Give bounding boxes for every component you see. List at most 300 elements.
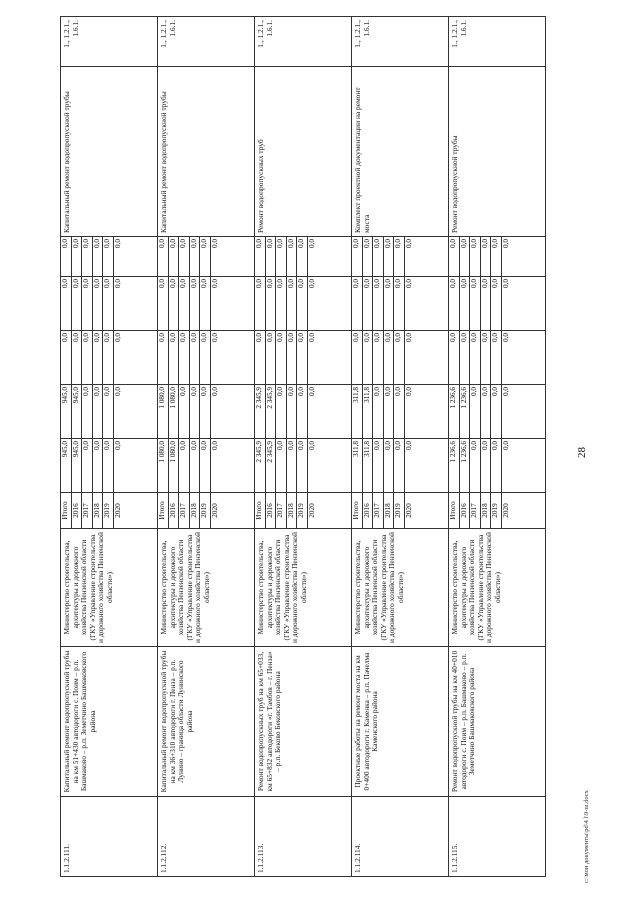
value-row <box>491 277 502 330</box>
value-row <box>168 385 179 438</box>
amount-cell: 0,0 <box>459 277 470 330</box>
amount-cell: 0,0 <box>179 331 190 384</box>
value-row <box>491 385 502 438</box>
amount-cell: 1 080,0 <box>168 385 179 438</box>
amount-cell: 0,0 <box>404 441 413 450</box>
amount-cell: 0,0 <box>480 385 491 438</box>
values-list <box>255 439 317 492</box>
value-row <box>459 331 470 384</box>
amount-cell: 0,0 <box>276 331 287 384</box>
amount-cell: 311,8 <box>362 439 373 492</box>
value-row <box>394 385 405 438</box>
value-row <box>255 237 265 276</box>
value-row <box>286 493 297 528</box>
amount-cell: 0,0 <box>265 237 276 276</box>
value-row <box>449 331 459 384</box>
values-list <box>158 493 220 528</box>
amount-cell: 0,0 <box>189 385 200 438</box>
value-row <box>200 439 211 492</box>
value-row <box>189 439 200 492</box>
values-list <box>255 385 317 438</box>
amount-cell: 0,0 <box>103 385 114 438</box>
value-row <box>449 277 459 330</box>
amount-cell: 1 080,0 <box>158 439 168 492</box>
program-table <box>60 16 546 877</box>
amount-cell: 0,0 <box>179 385 190 438</box>
value-row <box>297 237 308 276</box>
amount-cell: 0,0 <box>168 277 179 330</box>
value-row <box>286 385 297 438</box>
value-row <box>307 385 317 438</box>
executor: Министерство строительства, архитектуры и дорожного хозяйства Пензенской области (ГКУ «Управление строительства и дорожного хозяйства Пензенской области») <box>61 529 158 647</box>
amount-cell: 0,0 <box>394 331 405 384</box>
funding-column <box>449 385 546 439</box>
year-cell: Итого <box>158 493 168 528</box>
value-row <box>286 237 297 276</box>
year-cell: 2018 <box>383 493 394 528</box>
value-row <box>307 331 317 384</box>
indicator-codes: 1., 1.2.1., 1.6.1. <box>61 17 158 67</box>
expected-result: Капитальный ремонт водопропускной трубы <box>61 67 158 237</box>
amount-cell: 0,0 <box>200 385 211 438</box>
value-row <box>103 439 114 492</box>
amount-cell: 0,0 <box>352 237 362 276</box>
value-row <box>394 331 405 384</box>
value-row <box>103 237 114 276</box>
value-row <box>92 439 103 492</box>
value-row <box>307 493 317 528</box>
amount-cell: 0,0 <box>210 387 219 396</box>
value-row <box>179 385 190 438</box>
value-row <box>383 439 394 492</box>
value-row <box>394 237 405 276</box>
amount-cell: 0,0 <box>459 237 470 276</box>
amount-cell: 0,0 <box>491 331 502 384</box>
value-row <box>404 385 414 438</box>
amount-cell: 0,0 <box>297 331 308 384</box>
value-row <box>158 385 168 438</box>
value-row <box>179 331 190 384</box>
table-row <box>352 17 449 877</box>
value-row <box>103 493 114 528</box>
amount-cell: 0,0 <box>210 441 219 450</box>
value-row <box>82 331 93 384</box>
value-row <box>61 331 71 384</box>
amount-cell: 0,0 <box>449 331 459 384</box>
amount-cell: 0,0 <box>373 277 384 330</box>
funding-column <box>61 277 158 331</box>
amount-cell: 0,0 <box>352 331 362 384</box>
value-row <box>210 237 220 276</box>
values-list <box>352 237 414 276</box>
values-list <box>352 493 414 528</box>
year-cell: 2016 <box>459 493 470 528</box>
value-row <box>82 385 93 438</box>
amount-cell: 0,0 <box>501 239 510 248</box>
amount-cell: 2 345,9 <box>255 439 265 492</box>
value-row <box>168 331 179 384</box>
value-row <box>373 493 384 528</box>
value-row <box>373 277 384 330</box>
indicator-codes: 1., 1.2.1., 1.6.1. <box>255 17 352 67</box>
value-row <box>352 439 362 492</box>
funding-column <box>449 439 546 493</box>
year-cell: 2019 <box>491 493 502 528</box>
amount-cell: 0,0 <box>82 385 93 438</box>
value-row <box>470 331 481 384</box>
value-row <box>71 277 82 330</box>
amount-cell: 0,0 <box>373 331 384 384</box>
values-list <box>352 385 414 438</box>
value-row <box>383 385 394 438</box>
value-row <box>307 277 317 330</box>
value-row <box>470 385 481 438</box>
amount-cell: 0,0 <box>92 237 103 276</box>
values-list <box>255 237 317 276</box>
amount-cell: 0,0 <box>373 439 384 492</box>
amount-cell: 0,0 <box>210 239 219 248</box>
value-row <box>394 493 405 528</box>
values-list <box>255 331 317 384</box>
amount-cell: 0,0 <box>168 331 179 384</box>
executor: Министерство строительства, архитектуры и дорожного хозяйства Пензенской области (ГКУ «Управление строительства и дорожного хозяйства Пензенской области») <box>449 529 546 647</box>
values-list <box>352 439 414 492</box>
value-row <box>265 493 276 528</box>
amount-cell: 0,0 <box>394 277 405 330</box>
value-row <box>394 439 405 492</box>
value-row <box>297 277 308 330</box>
amount-cell: 0,0 <box>286 277 297 330</box>
value-row <box>470 439 481 492</box>
value-row <box>113 331 123 384</box>
amount-cell: 0,0 <box>404 333 413 342</box>
funding-column <box>61 237 158 277</box>
amount-cell: 0,0 <box>491 277 502 330</box>
amount-cell: 0,0 <box>189 277 200 330</box>
amount-cell: 0,0 <box>158 237 168 276</box>
value-row <box>113 439 123 492</box>
years-column <box>158 493 255 529</box>
value-row <box>480 439 491 492</box>
value-row <box>480 385 491 438</box>
value-row <box>71 493 82 528</box>
amount-cell: 0,0 <box>82 331 93 384</box>
amount-cell: 2 345,9 <box>265 385 276 438</box>
value-row <box>286 439 297 492</box>
values-list <box>61 237 123 276</box>
values-list <box>255 493 317 528</box>
amount-cell: 0,0 <box>82 237 93 276</box>
amount-cell: 0,0 <box>255 331 265 384</box>
value-row <box>394 277 405 330</box>
value-row <box>92 237 103 276</box>
value-row <box>307 237 317 276</box>
year-cell: Итого <box>255 493 265 528</box>
year-cell: 2016 <box>362 493 373 528</box>
value-row <box>189 331 200 384</box>
value-row <box>276 439 287 492</box>
value-row <box>189 277 200 330</box>
indicator-codes: 1., 1.2.1., 1.6.1. <box>449 17 546 67</box>
value-row <box>200 277 211 330</box>
value-row <box>404 439 414 492</box>
amount-cell: 0,0 <box>491 385 502 438</box>
amount-cell: 0,0 <box>307 333 316 342</box>
value-row <box>189 385 200 438</box>
value-row <box>307 439 317 492</box>
amount-cell: 311,8 <box>352 439 362 492</box>
value-row <box>255 331 265 384</box>
amount-cell: 0,0 <box>297 385 308 438</box>
value-row <box>501 277 511 330</box>
value-row <box>92 493 103 528</box>
funding-column <box>255 277 352 331</box>
value-row <box>189 493 200 528</box>
amount-cell: 0,0 <box>179 439 190 492</box>
amount-cell: 311,8 <box>352 385 362 438</box>
amount-cell: 0,0 <box>71 277 82 330</box>
value-row <box>200 237 211 276</box>
values-list <box>61 493 123 528</box>
amount-cell: 0,0 <box>61 237 71 276</box>
value-row <box>158 331 168 384</box>
year-cell: Итого <box>449 493 459 528</box>
value-row <box>210 331 220 384</box>
value-row <box>373 237 384 276</box>
value-row <box>71 439 82 492</box>
value-row <box>92 277 103 330</box>
values-list <box>352 277 414 330</box>
value-row <box>200 493 211 528</box>
amount-cell: 0,0 <box>82 277 93 330</box>
amount-cell: 0,0 <box>210 333 219 342</box>
amount-cell: 0,0 <box>71 331 82 384</box>
funding-column <box>255 439 352 493</box>
funding-column <box>352 331 449 385</box>
value-row <box>449 439 459 492</box>
amount-cell: 0,0 <box>92 277 103 330</box>
value-row <box>82 237 93 276</box>
amount-cell: 0,0 <box>470 237 481 276</box>
amount-cell: 0,0 <box>179 277 190 330</box>
value-row <box>362 237 373 276</box>
row-id: 1.1.2.114. <box>352 797 449 877</box>
year-cell: 2019 <box>297 493 308 528</box>
amount-cell: 0,0 <box>61 331 71 384</box>
year-cell: 2017 <box>179 493 190 528</box>
value-row <box>61 277 71 330</box>
expected-result: Капитальный ремонт водопропускной трубы <box>158 67 255 237</box>
value-row <box>449 385 459 438</box>
expected-result: Ремонт водопропускной трубы <box>449 67 546 237</box>
value-row <box>61 385 71 438</box>
value-row <box>113 277 123 330</box>
amount-cell: 0,0 <box>501 279 510 288</box>
table-row <box>158 17 255 877</box>
value-row <box>179 439 190 492</box>
year-cell: 2018 <box>189 493 200 528</box>
value-row <box>449 493 459 528</box>
amount-cell: 0,0 <box>394 237 405 276</box>
amount-cell: 0,0 <box>286 385 297 438</box>
funding-column <box>61 439 158 493</box>
value-row <box>276 385 287 438</box>
values-list <box>352 331 414 384</box>
value-row <box>255 385 265 438</box>
years-column <box>61 493 158 529</box>
table-row <box>255 17 352 877</box>
amount-cell: 0,0 <box>404 239 413 248</box>
amount-cell: 0,0 <box>113 239 122 248</box>
funding-column <box>158 385 255 439</box>
value-row <box>276 237 287 276</box>
value-row <box>491 237 502 276</box>
amount-cell: 0,0 <box>373 385 384 438</box>
funding-column <box>61 385 158 439</box>
value-row <box>168 277 179 330</box>
amount-cell: 945,0 <box>61 385 71 438</box>
value-row <box>189 237 200 276</box>
page-number: 28 <box>576 447 588 458</box>
amount-cell: 0,0 <box>92 331 103 384</box>
amount-cell: 0,0 <box>71 237 82 276</box>
amount-cell: 0,0 <box>470 331 481 384</box>
amount-cell: 0,0 <box>383 237 394 276</box>
amount-cell: 0,0 <box>297 237 308 276</box>
amount-cell: 311,8 <box>362 385 373 438</box>
amount-cell: 0,0 <box>394 439 405 492</box>
amount-cell: 0,0 <box>200 237 211 276</box>
value-row <box>352 493 362 528</box>
amount-cell: 0,0 <box>491 237 502 276</box>
executor: Министерство строительства, архитектуры и дорожного хозяйства Пензенской области (ГКУ «Управление строительства и дорожного хозяйства Пензенской области») <box>158 529 255 647</box>
year-cell: 2019 <box>200 493 211 528</box>
funding-column <box>158 277 255 331</box>
year-cell: 2018 <box>286 493 297 528</box>
value-row <box>103 277 114 330</box>
value-row <box>404 331 414 384</box>
value-row <box>383 277 394 330</box>
value-row <box>491 439 502 492</box>
value-row <box>491 331 502 384</box>
year-cell: Итого <box>352 493 362 528</box>
year-cell: 2020 <box>404 503 413 518</box>
year-cell: 2017 <box>276 493 287 528</box>
funding-column <box>352 277 449 331</box>
year-cell: 2016 <box>71 493 82 528</box>
values-list <box>158 331 220 384</box>
years-column <box>255 493 352 529</box>
funding-column <box>255 385 352 439</box>
value-row <box>210 385 220 438</box>
value-row <box>92 331 103 384</box>
year-cell: 2017 <box>82 493 93 528</box>
amount-cell: 0,0 <box>383 439 394 492</box>
value-row <box>103 331 114 384</box>
amount-cell: 0,0 <box>501 387 510 396</box>
amount-cell: 0,0 <box>404 279 413 288</box>
amount-cell: 0,0 <box>92 439 103 492</box>
amount-cell: 945,0 <box>61 439 71 492</box>
value-row <box>71 385 82 438</box>
values-list <box>61 277 123 330</box>
executor: Министерство строительства, архитектуры и дорожного хозяйства Пензенской области (ГКУ «Управление строительства и дорожного хозяйства Пензенской области») <box>255 529 352 647</box>
value-row <box>265 439 276 492</box>
years-column <box>449 493 546 529</box>
value-row <box>352 277 362 330</box>
value-row <box>459 439 470 492</box>
amount-cell: 0,0 <box>113 333 122 342</box>
value-row <box>404 277 414 330</box>
year-cell: 2020 <box>113 503 122 518</box>
amount-cell: 0,0 <box>491 439 502 492</box>
value-row <box>297 385 308 438</box>
amount-cell: 0,0 <box>449 277 459 330</box>
amount-cell: 0,0 <box>158 277 168 330</box>
amount-cell: 0,0 <box>470 277 481 330</box>
row-id: 1.1.2.111. <box>61 797 158 877</box>
amount-cell: 0,0 <box>307 279 316 288</box>
value-row <box>210 439 220 492</box>
funding-column <box>449 331 546 385</box>
values-list <box>449 331 511 384</box>
amount-cell: 0,0 <box>286 439 297 492</box>
value-row <box>373 331 384 384</box>
amount-cell: 0,0 <box>480 237 491 276</box>
funding-column <box>61 331 158 385</box>
value-row <box>501 237 511 276</box>
value-row <box>113 493 123 528</box>
value-row <box>61 493 71 528</box>
expected-result: Ремонт водопропускных труб <box>255 67 352 237</box>
amount-cell: 0,0 <box>480 277 491 330</box>
value-row <box>362 277 373 330</box>
year-cell: 2016 <box>168 493 179 528</box>
funding-column <box>352 439 449 493</box>
measure-name: Капитальный ремонт водопропускной трубы на км 51+430 автодороги с. Поим – р.п. Башмаково – р.п. Земетчино Башмаковского района <box>61 647 158 797</box>
value-row <box>362 493 373 528</box>
value-row <box>362 439 373 492</box>
amount-cell: 0,0 <box>276 277 287 330</box>
value-row <box>501 439 511 492</box>
amount-cell: 1 236,6 <box>459 439 470 492</box>
year-cell: 2016 <box>265 493 276 528</box>
value-row <box>265 331 276 384</box>
value-row <box>297 493 308 528</box>
amount-cell: 0,0 <box>276 385 287 438</box>
values-list <box>449 439 511 492</box>
amount-cell: 0,0 <box>480 331 491 384</box>
amount-cell: 0,0 <box>470 385 481 438</box>
amount-cell: 0,0 <box>189 439 200 492</box>
amount-cell: 0,0 <box>200 439 211 492</box>
values-list <box>449 277 511 330</box>
amount-cell: 0,0 <box>286 237 297 276</box>
value-row <box>179 237 190 276</box>
value-row <box>352 237 362 276</box>
values-list <box>158 439 220 492</box>
values-list <box>158 277 220 330</box>
value-row <box>276 277 287 330</box>
value-row <box>61 439 71 492</box>
amount-cell: 0,0 <box>200 331 211 384</box>
indicator-codes: 1., 1.2.1., 1.6.1. <box>352 17 449 67</box>
amount-cell: 1 080,0 <box>168 439 179 492</box>
value-row <box>255 439 265 492</box>
row-id: 1.1.2.115. <box>449 797 546 877</box>
amount-cell: 0,0 <box>158 331 168 384</box>
amount-cell: 0,0 <box>103 439 114 492</box>
